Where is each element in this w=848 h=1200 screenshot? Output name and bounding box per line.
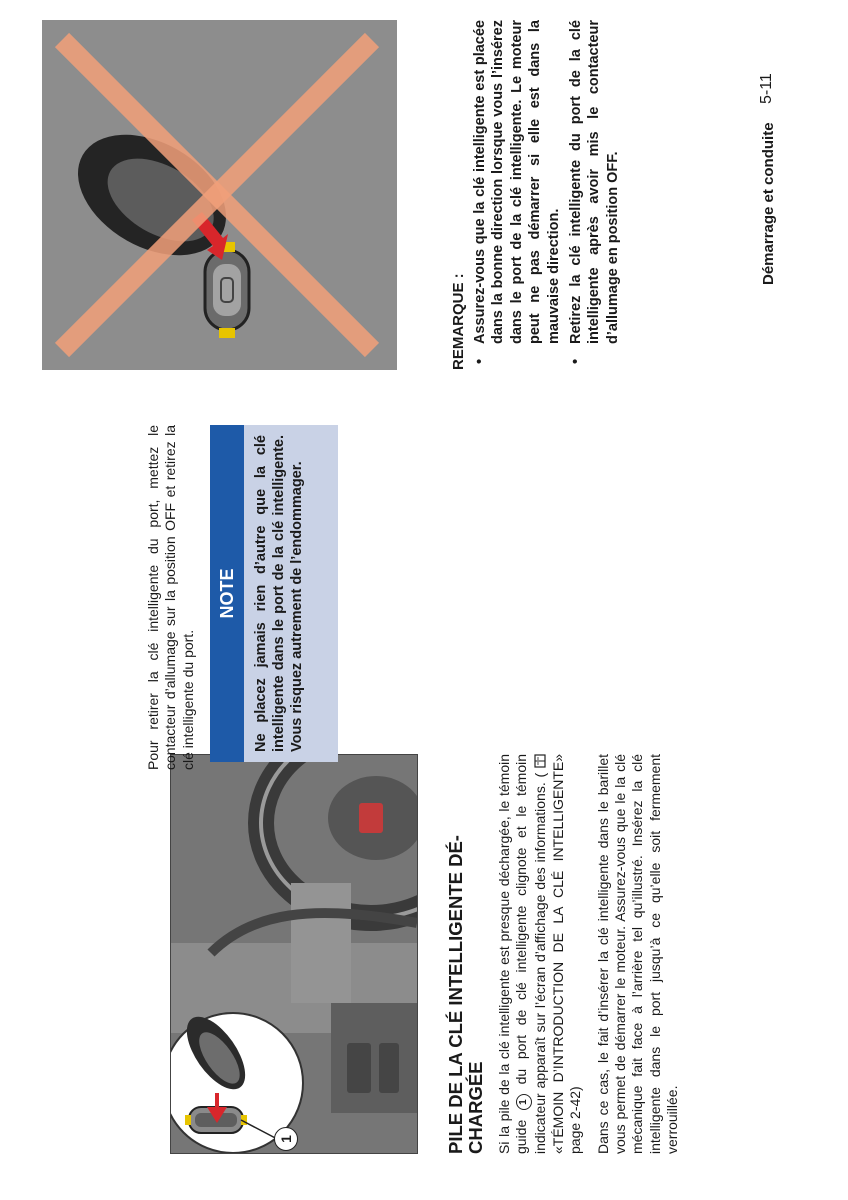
remove-key-column — [145, 425, 197, 770]
remark-title: REMARQUE : — [450, 273, 467, 370]
note-text: Ne placez jamais rien d’autre que la clé intelligente dans le port de la clé intelligente. Vous risquez autrement de l’endommager. — [253, 435, 305, 752]
remark-item-text: Retirez la clé intelligente du port de la clé intelligente après avoir mis le contacteur d’allumage en position OFF. — [568, 20, 621, 344]
remark-item — [471, 20, 563, 370]
paragraph-1 — [496, 754, 585, 1154]
section-column — [446, 754, 682, 1154]
paragraph-2: Dans ce cas, le fait d’insérer la clé intelligente dans le barillet vous permet de démarrer le moteur. Assurez-vous que le la clé mécanique fait face à l’arrière tel qu’illustré. Insérez la clé intelligente dans le port jusqu’à ce qu’elle soit fermement verrouillée. — [594, 754, 681, 1154]
remark-column — [450, 20, 626, 370]
note-box — [210, 425, 338, 762]
bullet-icon: • — [472, 358, 488, 364]
para1-part-a: Si la pile de la clé intelligente est presque déchargée, le témoin guide — [496, 754, 530, 1154]
remark-item-text: Assurez-vous que la clé intelligente est placée dans la bonne direction lorsque vous l’insérez dans le port de la clé intelligente. Le moteur peut ne pas démarrer si elle est dans la mauvaise direction. — [472, 20, 562, 344]
remark-list — [471, 20, 622, 370]
wrong-insertion-figure — [42, 20, 397, 370]
paragraph-3: Pour retirer la clé intelligente du port, mettez le contacteur d’allumage sur la position OFF et retirez la clé intelligente du port. — [145, 425, 196, 770]
chapter-title: Démarrage et conduite — [760, 122, 777, 285]
section-title: PILE DE LA CLÉ INTELLIGENTE DÉCHARGÉE — [445, 835, 486, 1154]
dashboard-illustration — [171, 755, 417, 1153]
callout-1: 1 — [274, 1127, 298, 1151]
para1-reference[interactable]: «TÉMOIN D’INTRODUCTION DE LA CLÉ INTELLIGENTE» page 2-42) — [549, 754, 584, 1154]
page-number: 5-11 — [758, 73, 775, 104]
note-heading: NOTE — [210, 425, 244, 762]
crossed-out-key-illustration — [42, 20, 397, 370]
bullet-icon: • — [568, 358, 585, 364]
book-reference-icon — [534, 754, 546, 768]
remark-item — [567, 20, 622, 370]
dashboard-key-port-figure — [170, 754, 418, 1154]
callout-1-inline: 1 — [516, 1094, 532, 1110]
para1-part-b: du port de clé intelligente clignote et le témoin indicateur apparaît sur l’écran d’affichage des informations. ( — [513, 753, 549, 1154]
